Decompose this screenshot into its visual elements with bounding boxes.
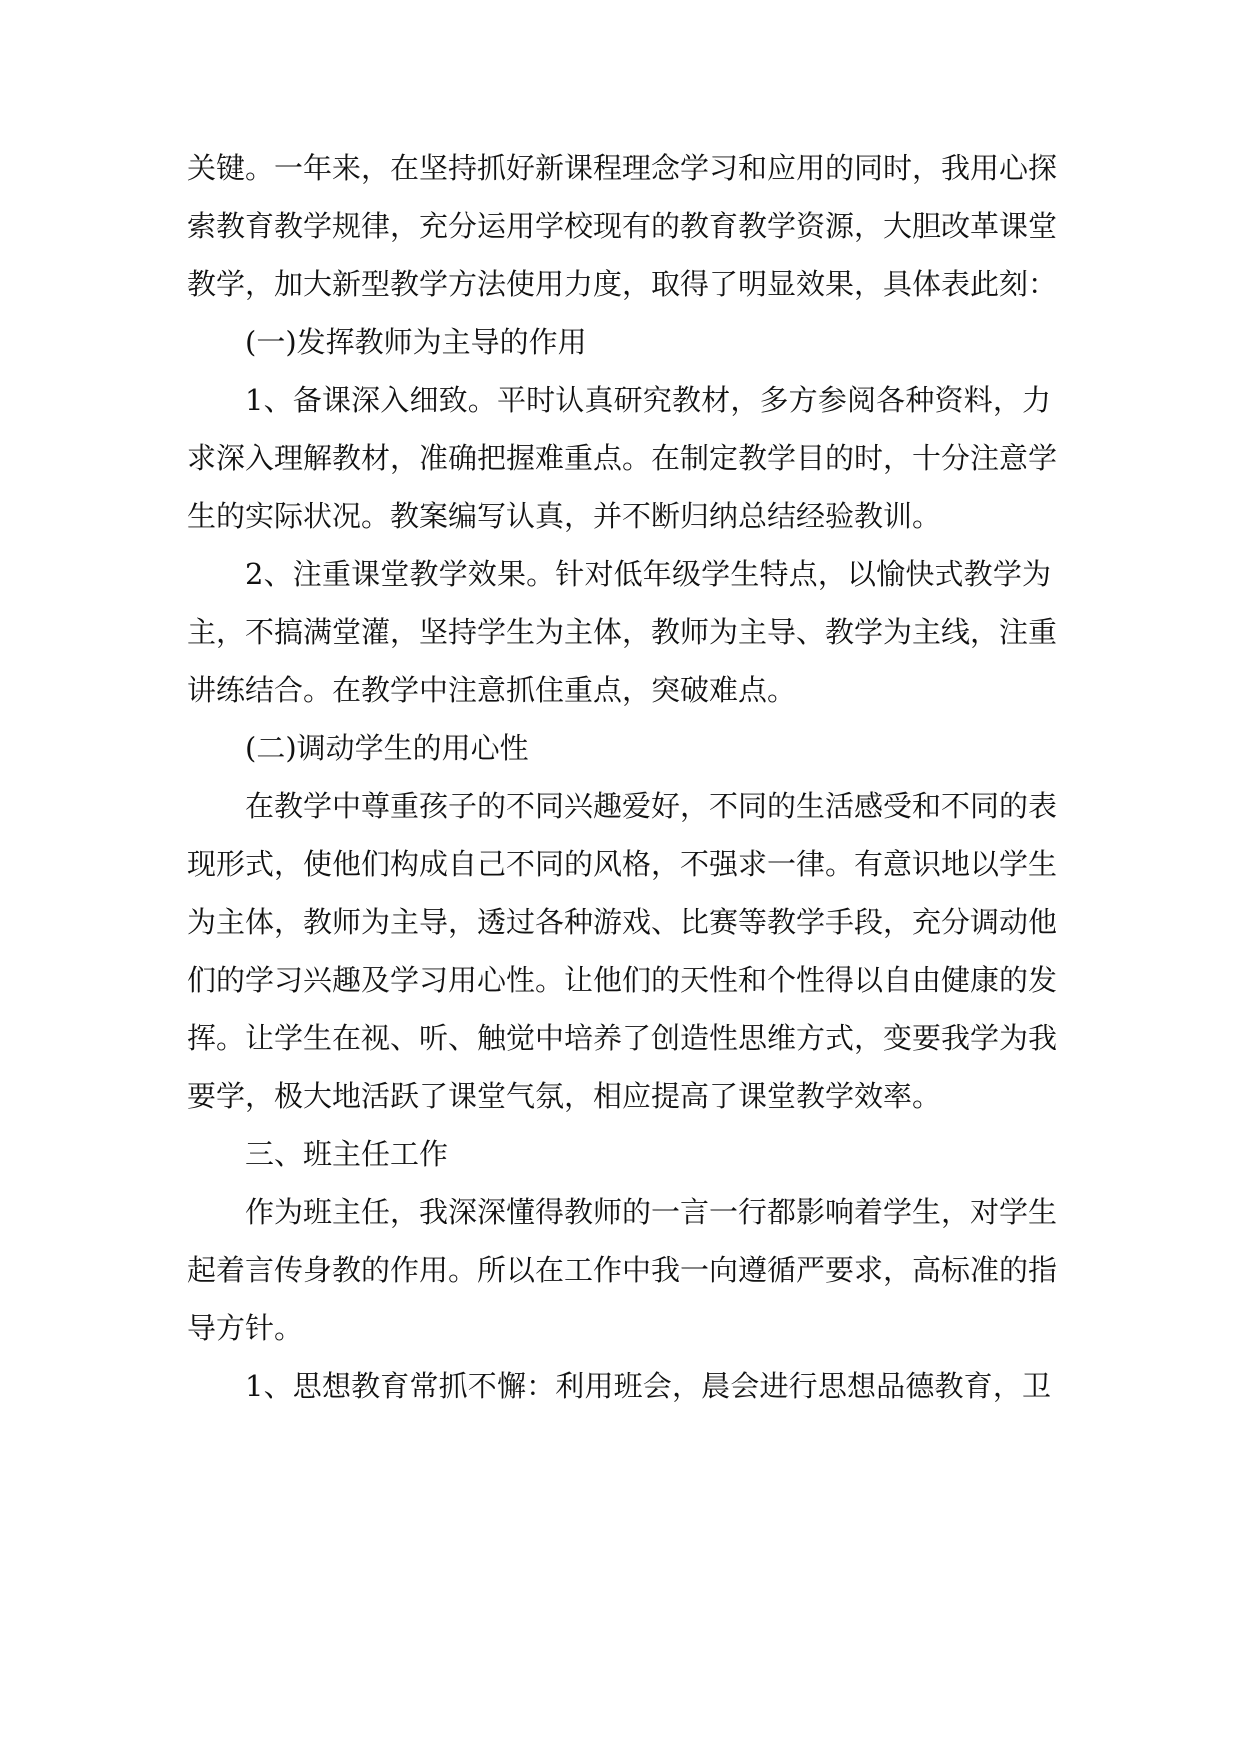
paragraph-line: 2、注重课堂教学效果。针对低年级学生特点，以愉快式教学为 xyxy=(245,557,1051,591)
paragraph-line: 求深入理解教材，准确把握难重点。在制定教学目的时，十分注意学 xyxy=(187,441,1058,475)
paragraph-line: 在教学中尊重孩子的不同兴趣爱好，不同的生活感受和不同的表 xyxy=(245,789,1058,823)
paragraph-line: 要学，极大地活跃了课堂气氛，相应提高了课堂教学效率。 xyxy=(187,1079,942,1113)
paragraph-line: 1、备课深入细致。平时认真研究教材，多方参阅各种资料，力 xyxy=(245,383,1051,417)
paragraph-line: 为主体，教师为主导，透过各种游戏、比赛等教学手段，充分调动他 xyxy=(187,905,1058,939)
section-heading: (一)发挥教师为主导的作用 xyxy=(245,325,587,359)
paragraph-line: 们的学习兴趣及学习用心性。让他们的天性和个性得以自由健康的发 xyxy=(187,963,1058,997)
paragraph-line: 主，不搞满堂灌，坚持学生为主体，教师为主导、教学为主线，注重 xyxy=(187,615,1058,649)
paragraph-line: 作为班主任，我深深懂得教师的一言一行都影响着学生，对学生 xyxy=(245,1195,1058,1229)
paragraph-line: 现形式，使他们构成自己不同的风格，不强求一律。有意识地以学生 xyxy=(187,847,1058,881)
paragraph-line: 生的实际状况。教案编写认真，并不断归纳总结经验教训。 xyxy=(187,499,942,533)
section-heading: 三、班主任工作 xyxy=(245,1137,449,1171)
paragraph-line: 1、思想教育常抓不懈：利用班会，晨会进行思想品德教育，卫 xyxy=(245,1369,1051,1403)
paragraph-line: 挥。让学生在视、听、触觉中培养了创造性思维方式，变要我学为我 xyxy=(187,1021,1058,1055)
section-heading: (二)调动学生的用心性 xyxy=(245,731,529,765)
paragraph-line: 索教育教学规律，充分运用学校现有的教育教学资源，大胆改革课堂 xyxy=(187,209,1058,243)
paragraph-line: 导方针。 xyxy=(187,1311,304,1345)
paragraph-line: 关键。一年来，在坚持抓好新课程理念学习和应用的同时，我用心探 xyxy=(187,151,1058,185)
paragraph-line: 讲练结合。在教学中注意抓住重点，突破难点。 xyxy=(187,673,797,707)
paragraph-line: 起着言传身教的作用。所以在工作中我一向遵循严要求，高标准的指 xyxy=(187,1253,1058,1287)
paragraph-line: 教学，加大新型教学方法使用力度，取得了明显效果，具体表此刻： xyxy=(187,267,1058,301)
